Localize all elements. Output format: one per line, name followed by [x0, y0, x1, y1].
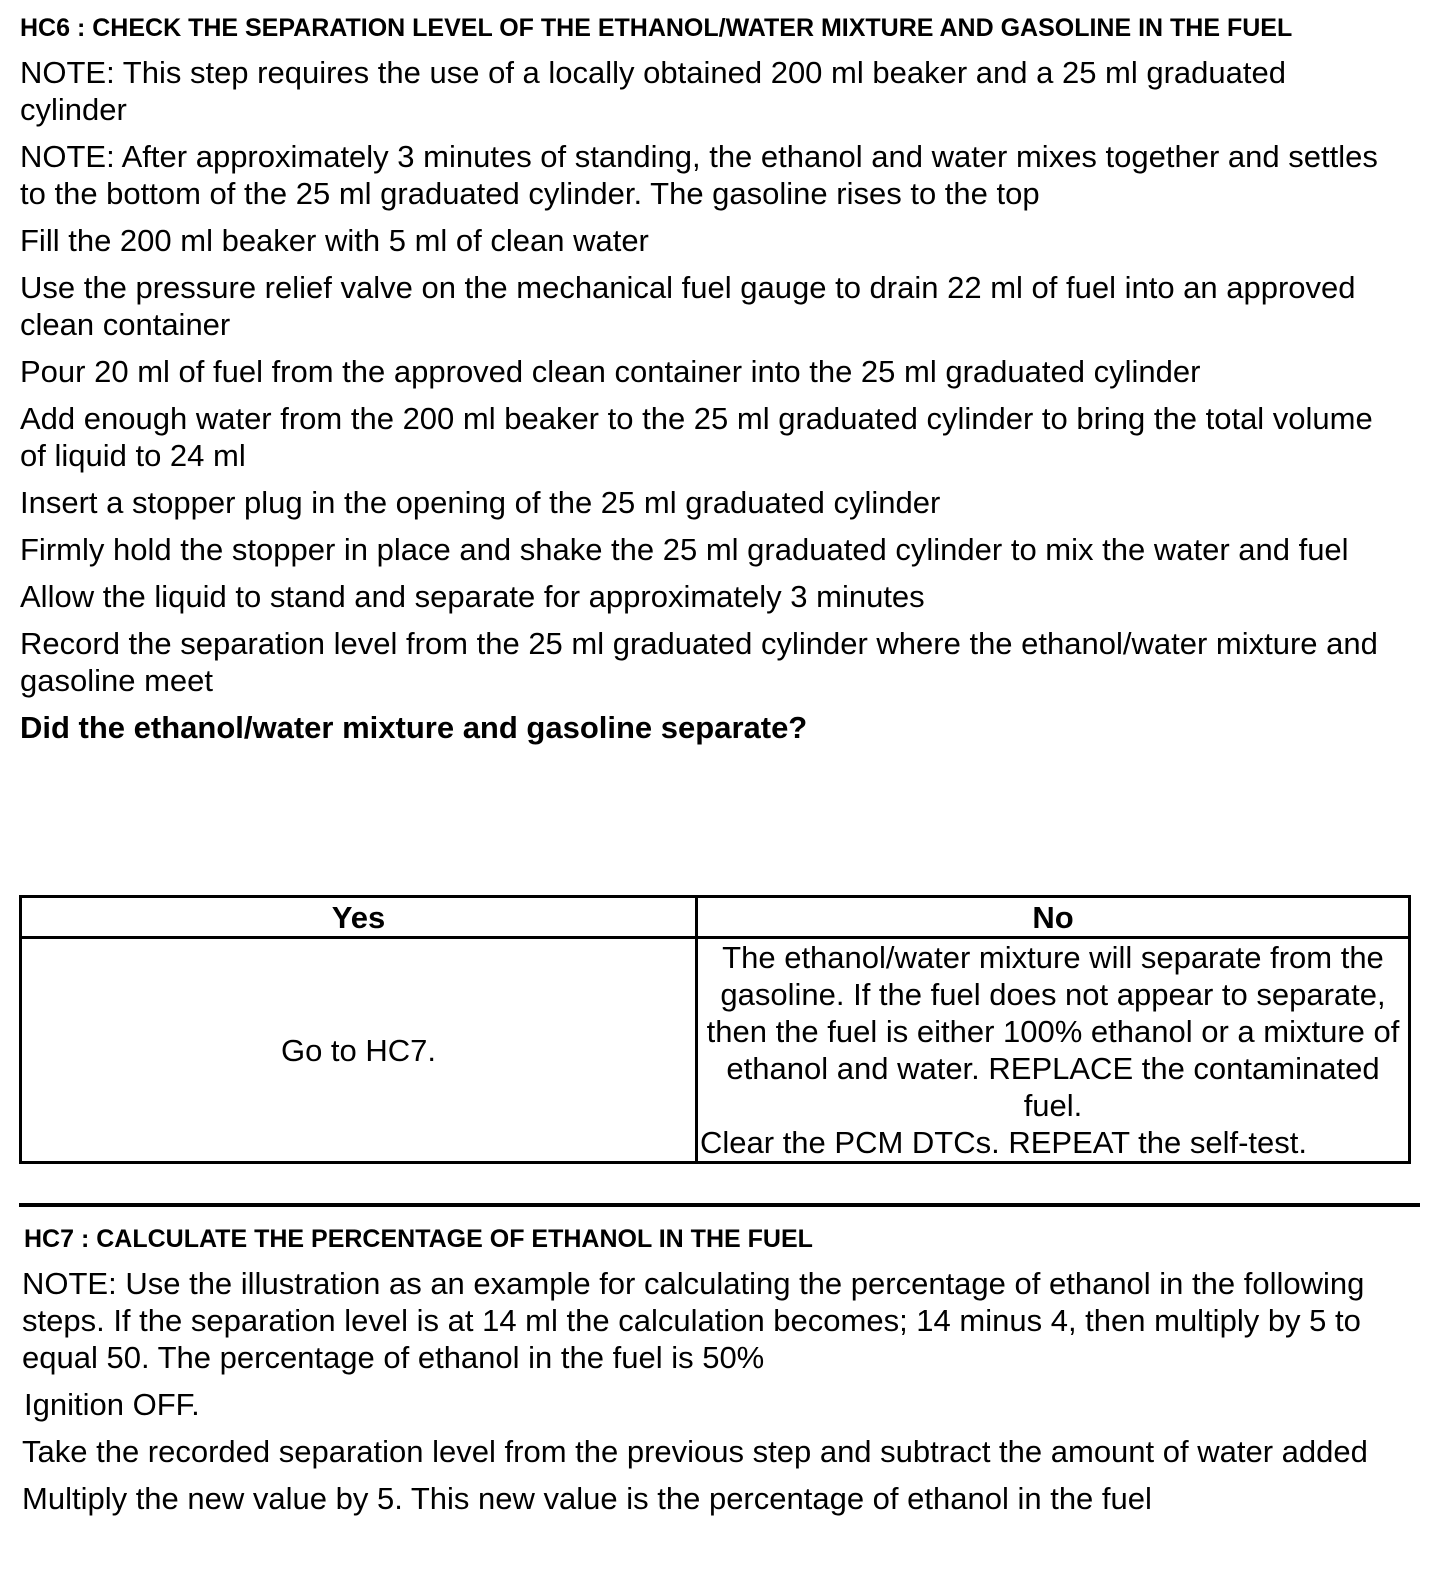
- hc7-heading: HC7 : CALCULATE THE PERCENTAGE OF ETHANOL IN THE FUEL: [24, 1225, 813, 1253]
- hc6-step-shake: Firmly hold the stopper in place and shake the 25 ml graduated cylinder to mix the water and fuel: [20, 532, 1349, 567]
- go-to-hc7-link[interactable]: Go to HC7.: [280, 1032, 437, 1068]
- no-result-action: Clear the PCM DTCs. REPEAT the self-test.: [700, 1125, 1307, 1160]
- no-result-text: The ethanol/water mixture will separate from the gasoline. If the fuel does not appear to separate, then the fuel is either 100% ethanol or a mixture of ethanol and water. REPLACE the contaminated fuel.: [706, 940, 1400, 1123]
- decision-table-row: [21, 938, 1410, 1163]
- hc7-step-subtract-water: Take the recorded separation level from the previous step and subtract the amount of water added: [22, 1434, 1368, 1469]
- hc7-step-multiply: Multiply the new value by 5. This new value is the percentage of ethanol in the fuel: [22, 1481, 1152, 1516]
- hc7-step-ignition-off: Ignition OFF.: [24, 1387, 200, 1422]
- decision-table-header-row: [21, 897, 1410, 938]
- no-result: [697, 938, 1410, 1163]
- hc7-section: [0, 1209, 1440, 1517]
- hc6-heading: HC6 : CHECK THE SEPARATION LEVEL OF THE ETHANOL/WATER MIXTURE AND GASOLINE IN THE FUEL: [20, 14, 1293, 42]
- hc6-step-insert-stopper: Insert a stopper plug in the opening of the 25 ml graduated cylinder: [20, 485, 941, 520]
- hc6-step-pour-fuel: Pour 20 ml of fuel from the approved clean container into the 25 ml graduated cylinder: [20, 354, 1201, 389]
- hc6-section: [0, 0, 1440, 746]
- hc6-note-equipment: NOTE: This step requires the use of a locally obtained 200 ml beaker and a 25 ml graduated cylinder: [20, 55, 1286, 127]
- hc7-note-example: NOTE: Use the illustration as an example for calculating the percentage of ethanol in the following steps. If the separation level is at 14 ml the calculation becomes; 14 minus 4, then multiply by 5 to equal 50. The percentage of ethanol in the fuel is 50%: [22, 1266, 1365, 1375]
- hc6-step-add-water: Add enough water from the 200 ml beaker to the 25 ml graduated cylinder to bring the total volume of liquid to 24 ml: [20, 401, 1373, 473]
- hc6-step-record: Record the separation level from the 25 ml graduated cylinder where the ethanol/water mixture and gasoline meet: [20, 626, 1378, 698]
- yes-header: Yes: [21, 897, 697, 938]
- hc6-step-fill-beaker: Fill the 200 ml beaker with 5 ml of clean water: [20, 223, 649, 258]
- decision-table: [19, 895, 1411, 1164]
- hc6-note-settling: NOTE: After approximately 3 minutes of standing, the ethanol and water mixes together and settles to the bottom of the 25 ml graduated cylinder. The gasoline rises to the top: [20, 139, 1378, 211]
- hc6-step-stand: Allow the liquid to stand and separate for approximately 3 minutes: [20, 579, 925, 614]
- yes-result: [21, 938, 697, 1163]
- no-header: No: [697, 897, 1410, 938]
- section-divider: [19, 1203, 1420, 1207]
- hc6-question: Did the ethanol/water mixture and gasoline separate?: [20, 710, 808, 745]
- hc6-step-drain-fuel: Use the pressure relief valve on the mechanical fuel gauge to drain 22 ml of fuel into an approved clean container: [20, 270, 1356, 342]
